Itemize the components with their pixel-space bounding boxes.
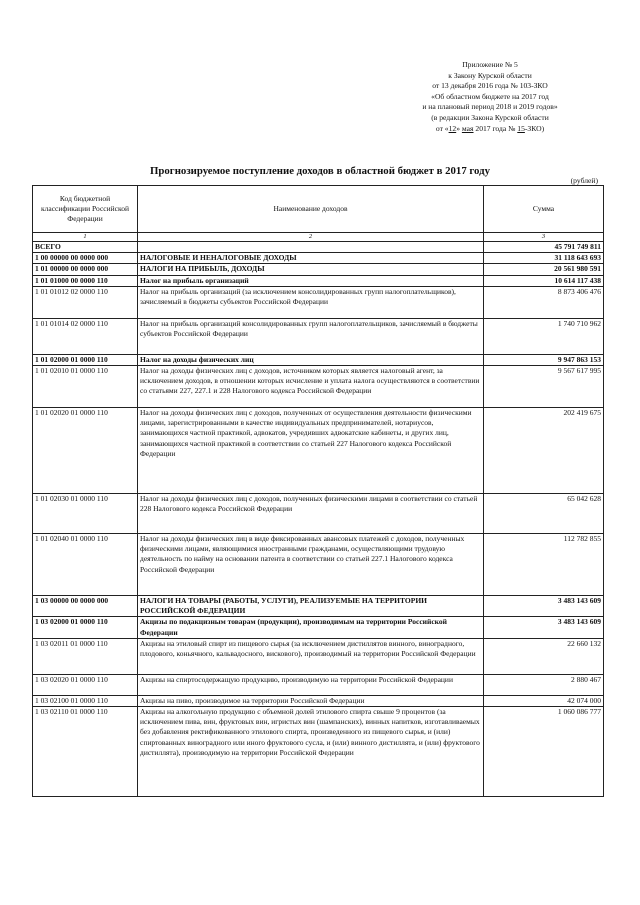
table-row [33,264,604,275]
code-cell: 1 01 02030 01 0000 110 [33,494,138,534]
table-row [33,707,604,797]
table-row [33,253,604,264]
name-cell: НАЛОГИ НА ПРИБЫЛЬ, ДОХОДЫ [138,264,484,275]
appendix-line: и на плановый период 2018 и 2019 годов» [422,102,558,112]
table-row [33,638,604,674]
column-number: 3 [484,233,604,242]
name-cell: Акцизы на пиво, производимое на территории Российской Федерации [138,695,484,706]
table-row [33,596,604,617]
table-row [33,674,604,695]
column-number: 1 [33,233,138,242]
amount-cell: 3 483 143 609 [484,596,604,617]
code-cell: ВСЕГО [33,242,138,253]
code-cell: 1 01 00000 00 0000 000 [33,264,138,275]
code-cell: 1 01 01012 02 0000 110 [33,286,138,318]
page-title: Прогнозируемое поступление доходов в областной бюджет в 2017 году [150,165,490,177]
appendix-line: (в редакции Закона Курской области [431,112,549,122]
date-month: мая [461,123,474,133]
amount-cell: 20 561 980 591 [484,264,604,275]
code-cell: 1 01 02020 01 0000 110 [33,408,138,494]
name-cell: Акцизы на спиртосодержащую продукцию, производимую на территории Российской Федерации [138,674,484,695]
name-cell: Налог на доходы физических лиц с доходов, полученных физическими лицами в соответствии со статьей 228 Налогового кодекса Российской Федерации [138,494,484,534]
amount-cell: 112 782 855 [484,534,604,596]
table-header-row [33,186,604,233]
table-row [33,354,604,365]
amount-cell: 1 060 086 777 [484,707,604,797]
law-suffix: -ЗКО) [524,123,545,133]
date-year: 2017 года № [473,123,518,133]
name-cell: Налог на доходы физических лиц с доходов, источником которых является налоговый агент, за исключением доходов, в отношении которых исчисление и уплата налога осуществляются в соответствии со статьями 227, 227.1 и 228 Налогового кодекса Российской Федерации [138,366,484,408]
amount-cell: 3 483 143 609 [484,617,604,638]
header-amount: Сумма [484,186,604,233]
code-cell: 1 03 02110 01 0000 110 [33,707,138,797]
amount-cell: 1 740 710 962 [484,318,604,354]
name-cell: Акцизы на алкогольную продукцию с объемной долей этилового спирта свыше 9 процентов (за исключением пива, вин, фруктовых вин, игристых вин (шампанских), винных напитков, изготавливаемых без добавления ректификованного этилового спирта, произведенного из пищевого сырья, и (или) спиртованных виноградного или иного фруктового сусла, и (или) винного дистиллята, и (или) фруктового дистиллята), производимую на территории Российской Федерации [138,707,484,797]
amount-cell: 9 567 617 995 [484,366,604,408]
column-number: 2 [138,233,484,242]
name-cell: Налог на доходы физических лиц с доходов, полученных от осуществления деятельности физическими лицами, зарегистрированными в качестве индивидуальных предпринимателей, нотариусов, занимающихся частной практикой, адвокатов, учредивших адвокатские кабинеты, и других лиц, занимающихся частной практикой в соответствии со статьей 227 Налогового кодекса Российской Федерации [138,408,484,494]
appendix-line: «Об областном бюджете на 2017 год [431,91,549,101]
code-cell: 1 03 02000 01 0000 110 [33,617,138,638]
code-cell: 1 03 02100 01 0000 110 [33,695,138,706]
header-name: Наименование доходов [138,186,484,233]
date-mid: » [456,123,462,133]
table-row [33,408,604,494]
name-cell [138,242,484,253]
code-cell: 1 00 00000 00 0000 000 [33,253,138,264]
appendix-block [380,60,600,134]
name-cell: Акцизы на этиловый спирт из пищевого сырья (за исключением дистиллятов винного, виноградного, плодового, коньячного, кальвадосного, вискового), производимый на территории Российской Федерации [138,638,484,674]
code-cell: 1 03 02011 01 0000 110 [33,638,138,674]
appendix-line: к Закону Курской области [448,70,532,80]
table-row [33,617,604,638]
name-cell: Акцизы по подакцизным товарам (продукции), производимым на территории Российской Федерации [138,617,484,638]
table-row [33,366,604,408]
name-cell: Налог на прибыль организаций [138,275,484,286]
amount-cell: 10 614 117 438 [484,275,604,286]
amount-cell: 45 791 749 811 [484,242,604,253]
code-cell: 1 01 02040 01 0000 110 [33,534,138,596]
date-day: 12 [448,123,457,133]
table-row [33,286,604,318]
code-cell: 1 01 02000 01 0000 110 [33,354,138,365]
name-cell: Налог на прибыль организаций консолидированных групп налогоплательщиков, зачисляемый в бюджеты субъектов Российской Федерации [138,318,484,354]
name-cell: Налог на доходы физических лиц в виде фиксированных авансовых платежей с доходов, полученных физическими лицами, являющимися иностранными гражданами, осуществляющими трудовую деятельность по найму на основании патента в соответствии со статьей 227.1 Налогового кодекса Российской Федерации [138,534,484,596]
code-cell: 1 01 01014 02 0000 110 [33,318,138,354]
code-cell: 1 01 01000 00 0000 110 [33,275,138,286]
amount-cell: 22 660 132 [484,638,604,674]
header-code: Код бюджетной классификации Российской Федерации [33,186,138,233]
date-prefix: от « [435,123,449,133]
code-cell: 1 03 02020 01 0000 110 [33,674,138,695]
table-row [33,318,604,354]
amount-cell: 2 880 467 [484,674,604,695]
column-number-row [33,233,604,242]
code-cell: 1 03 00000 00 0000 000 [33,596,138,617]
table-row [33,695,604,706]
table-row [33,534,604,596]
name-cell: Налог на доходы физических лиц [138,354,484,365]
appendix-line-date [380,124,600,135]
units-label: (рублей) [570,176,598,185]
table-row [33,242,604,253]
amount-cell: 31 118 643 693 [484,253,604,264]
appendix-line: от 13 декабря 2016 года № 103-ЗКО [432,81,548,91]
amount-cell: 42 074 000 [484,695,604,706]
code-cell: 1 01 02010 01 0000 110 [33,366,138,408]
name-cell: НАЛОГОВЫЕ И НЕНАЛОГОВЫЕ ДОХОДЫ [138,253,484,264]
table-row [33,494,604,534]
amount-cell: 8 873 406 476 [484,286,604,318]
table-row [33,275,604,286]
name-cell: НАЛОГИ НА ТОВАРЫ (РАБОТЫ, УСЛУГИ), РЕАЛИЗУЕМЫЕ НА ТЕРРИТОРИИ РОССИЙСКОЙ ФЕДЕРАЦИИ [138,596,484,617]
amount-cell: 9 947 863 153 [484,354,604,365]
law-number: 15 [517,123,525,133]
appendix-line: Приложение № 5 [462,60,518,69]
revenue-table [32,185,604,797]
amount-cell: 202 419 675 [484,408,604,494]
name-cell: Налог на прибыль организаций (за исключением консолидированных групп налогоплательщиков), зачисляемый в бюджеты субъектов Российской Федерации [138,286,484,318]
amount-cell: 65 042 628 [484,494,604,534]
